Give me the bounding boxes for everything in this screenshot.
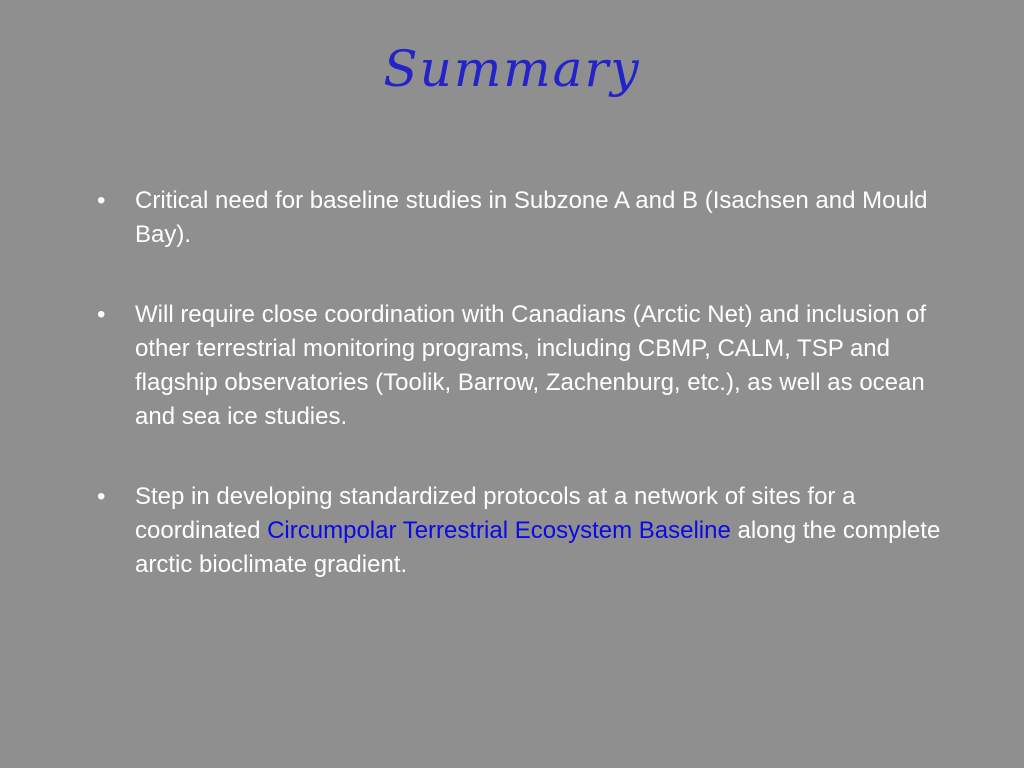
bullet-text-before: Step in developing standardized protocols at a network of sites for a coordinated [135,483,856,544]
bullet-marker: • [97,301,106,328]
bullet-item [95,184,945,252]
bullet-item [95,480,945,582]
bullet-item [95,298,945,434]
slide-title: Summary [383,40,641,98]
bullet-marker: • [97,187,106,214]
bullet-marker: • [97,483,106,510]
bullet-text: Will require close coordination with Canadians (Arctic Net) and inclusion of other terrestrial monitoring programs, including CBMP, CALM, TSP and flagship observatories (Toolik, Barrow, Zachenburg, etc.), as well as ocean and sea ice studies. [135,301,927,430]
highlighted-phrase: Circumpolar Terrestrial Ecosystem Baseline [267,517,731,544]
bullet-text-after: along the complete arctic bioclimate gradient. [135,517,941,578]
bullet-list [95,184,945,628]
bullet-text: Critical need for baseline studies in Subzone A and B (Isachsen and Mould Bay). [135,187,928,248]
